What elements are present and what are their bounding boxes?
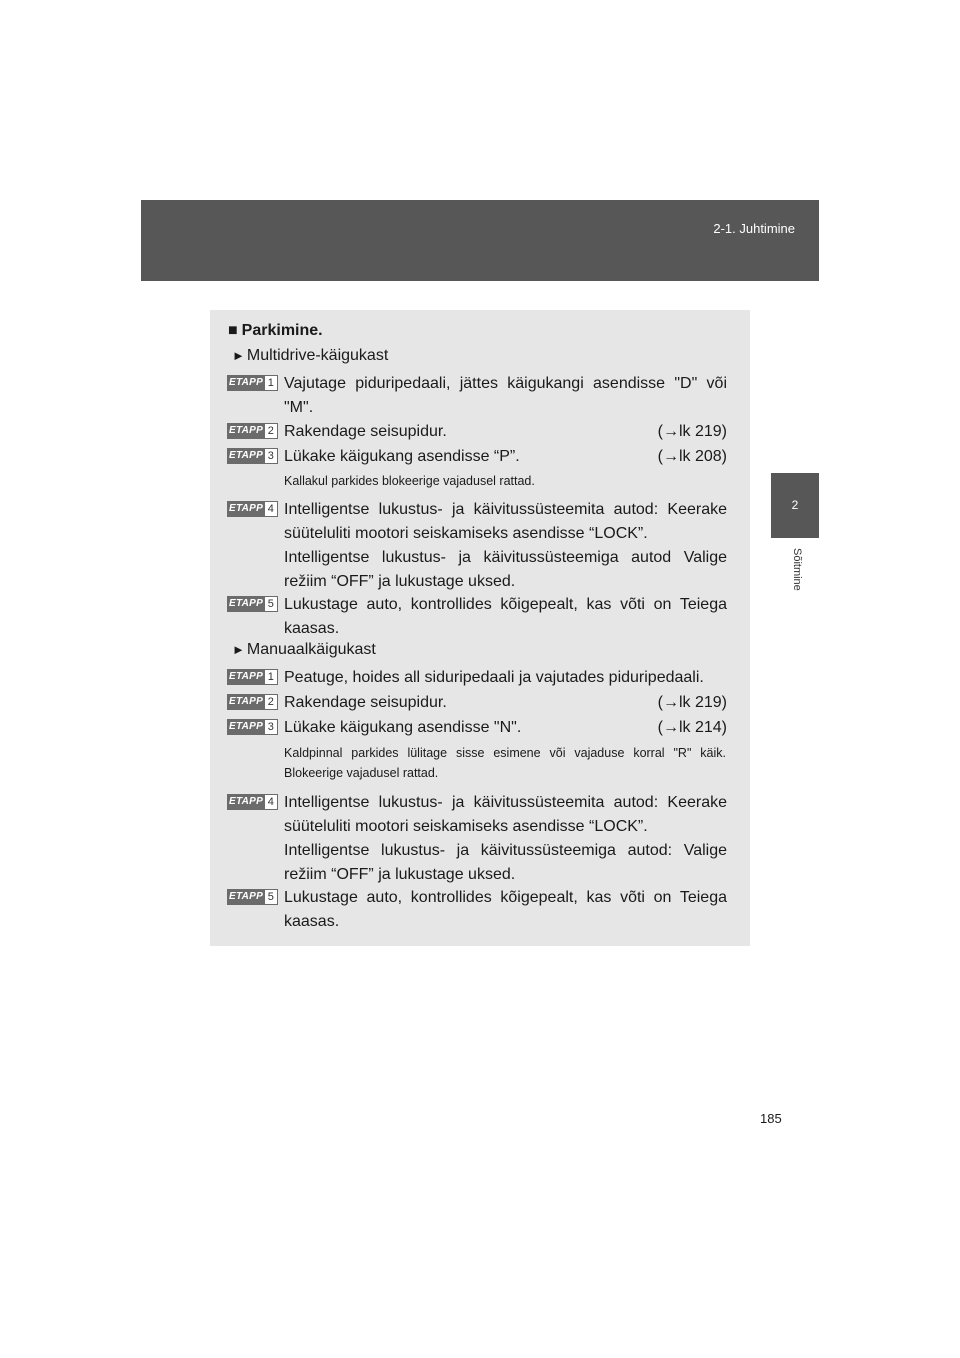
step-badge: ETAPP 3 — [227, 719, 278, 735]
step-item: ETAPP 5 Lukustage auto, kontrollides kõigepealt, kas võti on Teiega kaasas. — [229, 596, 727, 637]
step-item: ETAPP 4 Intelligentse lukustus- ja käivitussüsteemita autod: Keerake süüteluliti mootori seiskamiseks asendisse “LOCK”. Intelligentse lukustus- ja käivitussüsteemiga autod Valige režiim “OFF” ja lukustage uksed. — [229, 501, 727, 590]
arrow-icon: ► — [232, 348, 245, 363]
content-box — [210, 310, 750, 946]
step-badge: ETAPP 3 — [227, 448, 278, 464]
step-badge: ETAPP 4 — [227, 794, 278, 810]
header-bar — [141, 200, 819, 281]
step-item: ETAPP 3 Lükake käigukang asendisse “P”. (→lk 208) — [227, 445, 727, 469]
section-title: 2-1. Juhtimine — [713, 221, 795, 236]
arrow-icon: ► — [232, 642, 245, 657]
chapter-label: Sõitmine — [791, 548, 803, 591]
subheading-manual: ► Manuaalkäigukast — [232, 641, 376, 658]
subheading-multidrive: ► Multidrive-käigukast — [232, 347, 389, 364]
page-number: 185 — [760, 1111, 782, 1126]
note-text: Kaldpinnal parkides lülitage sisse esimene või vajaduse korral "R" käik. Blokeerige vajadusel rattad. — [284, 746, 726, 780]
heading-text: Parkimine. — [241, 322, 323, 339]
chapter-tab — [771, 473, 819, 538]
page-reference: (→lk 208) — [657, 448, 727, 465]
step-item: ETAPP 4 Intelligentse lukustus- ja käivitussüsteemita autod: Keerake süüteluliti mootori seiskamiseks asendisse “LOCK”. Intelligentse lukustus- ja käivitussüsteemiga autod: Valige režiim “OFF” ja lukustage uksed. — [229, 794, 727, 883]
step-badge: ETAPP 2 — [227, 423, 278, 439]
page-reference: (→lk 219) — [657, 694, 727, 711]
step-badge: ETAPP 1 — [227, 669, 278, 685]
step-item: ETAPP 5 Lukustage auto, kontrollides kõigepealt, kas võti on Teiega kaasas. — [229, 889, 727, 930]
step-badge: ETAPP 5 — [227, 889, 278, 905]
page-reference: (→lk 214) — [657, 719, 727, 736]
step-item: ETAPP 1 Vajutage piduripedaali, jättes käigukangi asendisse "D" või "M". — [229, 375, 727, 416]
step-badge: ETAPP 1 — [227, 375, 278, 391]
step-badge: ETAPP 5 — [227, 596, 278, 612]
step-item: ETAPP 2 Rakendage seisupidur. (→lk 219) — [227, 420, 727, 444]
section-heading — [228, 322, 323, 340]
page-reference: (→lk 219) — [657, 423, 727, 440]
step-badge: ETAPP 4 — [227, 501, 278, 517]
step-item: ETAPP 3 Lükake käigukang asendisse "N". (→lk 214) — [227, 716, 727, 740]
bullet-square: ■ — [228, 322, 238, 339]
step-item: ETAPP 2 Rakendage seisupidur. (→lk 219) — [227, 691, 727, 715]
chapter-number: 2 — [791, 498, 799, 512]
note-text: Kallakul parkides blokeerige vajadusel rattad. — [284, 474, 535, 488]
step-badge: ETAPP 2 — [227, 694, 278, 710]
step-item: ETAPP 1 Peatuge, hoides all siduripedaali ja vajutades piduripedaali. — [229, 669, 704, 686]
